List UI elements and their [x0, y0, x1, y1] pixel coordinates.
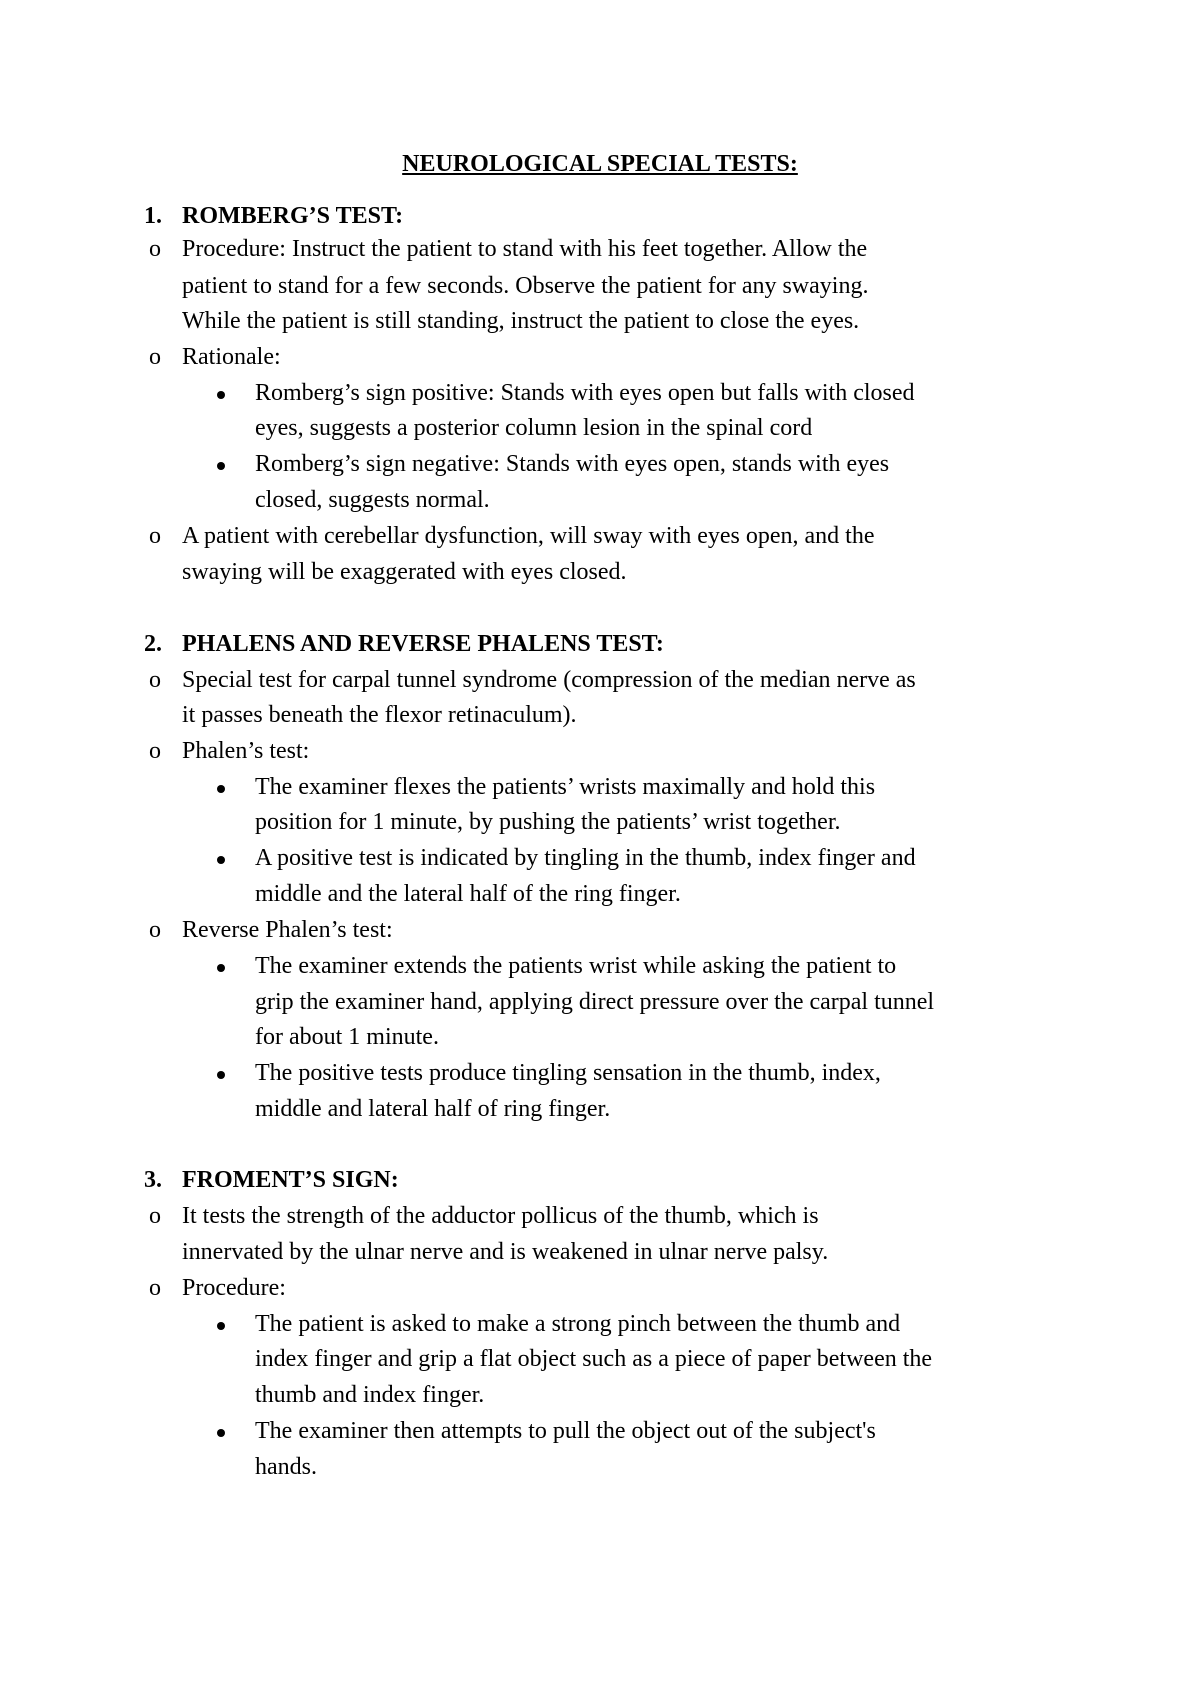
subsection-label: Reverse Phalen’s test: [182, 917, 393, 943]
bullet-line: for about 1 minute. [255, 1024, 439, 1050]
dot-bullet-icon [217, 856, 225, 864]
bullet-line: middle and lateral half of ring finger. [255, 1096, 611, 1122]
rationale-label: Rationale: [182, 344, 281, 370]
subsection-label: Phalen’s test: [182, 738, 310, 764]
dot-bullet-icon [217, 1429, 225, 1437]
section-heading: FROMENT’S SIGN: [182, 1167, 399, 1193]
bullet-line: middle and the lateral half of the ring finger. [255, 881, 681, 907]
dot-bullet-icon [217, 1322, 225, 1330]
dot-bullet-icon [217, 1071, 225, 1079]
circle-bullet-icon: o [149, 1203, 161, 1229]
text-line: A patient with cerebellar dysfunction, will sway with eyes open, and the [182, 523, 875, 549]
section-number: 2. [144, 631, 162, 657]
text-line: swaying will be exaggerated with eyes closed. [182, 559, 627, 585]
dot-bullet-icon [217, 964, 225, 972]
bullet-line: index finger and grip a flat object such as a piece of paper between the [255, 1346, 933, 1372]
bullet-line: The positive tests produce tingling sensation in the thumb, index, [255, 1060, 881, 1086]
subsection-label: Procedure: [182, 1275, 286, 1301]
bullet-line: eyes, suggests a posterior column lesion in the spinal cord [255, 415, 813, 441]
text-line: Special test for carpal tunnel syndrome (compression of the median nerve as [182, 667, 916, 693]
section-heading: ROMBERG’S TEST: [182, 203, 404, 229]
circle-bullet-icon: o [149, 1275, 161, 1301]
text-line: innervated by the ulnar nerve and is weakened in ulnar nerve palsy. [182, 1239, 829, 1265]
text-line: It tests the strength of the adductor pollicus of the thumb, which is [182, 1203, 819, 1229]
bullet-line: The patient is asked to make a strong pinch between the thumb and [255, 1311, 901, 1337]
bullet-line: grip the examiner hand, applying direct pressure over the carpal tunnel [255, 989, 935, 1015]
bullet-line: Romberg’s sign negative: Stands with eyes open, stands with eyes [255, 451, 890, 477]
procedure-line: patient to stand for a few seconds. Observe the patient for any swaying. [182, 273, 869, 299]
bullet-line: closed, suggests normal. [255, 487, 490, 513]
circle-bullet-icon: o [149, 236, 161, 262]
bullet-line: position for 1 minute, by pushing the patients’ wrist together. [255, 809, 841, 835]
circle-bullet-icon: o [149, 667, 161, 693]
bullet-line: A positive test is indicated by tingling in the thumb, index finger and [255, 845, 916, 871]
bullet-line: The examiner then attempts to pull the object out of the subject's [255, 1418, 876, 1444]
dot-bullet-icon [217, 785, 225, 793]
bullet-line: thumb and index finger. [255, 1382, 485, 1408]
section-number: 1. [144, 203, 162, 229]
bullet-line: hands. [255, 1454, 317, 1480]
procedure-line: While the patient is still standing, instruct the patient to close the eyes. [182, 308, 860, 334]
section-number: 3. [144, 1167, 162, 1193]
circle-bullet-icon: o [149, 344, 161, 370]
bullet-line: Romberg’s sign positive: Stands with eyes open but falls with closed [255, 380, 915, 406]
circle-bullet-icon: o [149, 523, 161, 549]
circle-bullet-icon: o [149, 738, 161, 764]
procedure-line: Procedure: Instruct the patient to stand with his feet together. Allow the [182, 236, 868, 262]
bullet-line: The examiner extends the patients wrist while asking the patient to [255, 953, 897, 979]
bullet-line: The examiner flexes the patients’ wrists maximally and hold this [255, 774, 876, 800]
page-title: NEUROLOGICAL SPECIAL TESTS: [402, 151, 798, 177]
dot-bullet-icon [217, 462, 225, 470]
dot-bullet-icon [217, 391, 225, 399]
section-heading: PHALENS AND REVERSE PHALENS TEST: [182, 631, 664, 657]
text-line: it passes beneath the flexor retinaculum). [182, 702, 577, 728]
circle-bullet-icon: o [149, 917, 161, 943]
